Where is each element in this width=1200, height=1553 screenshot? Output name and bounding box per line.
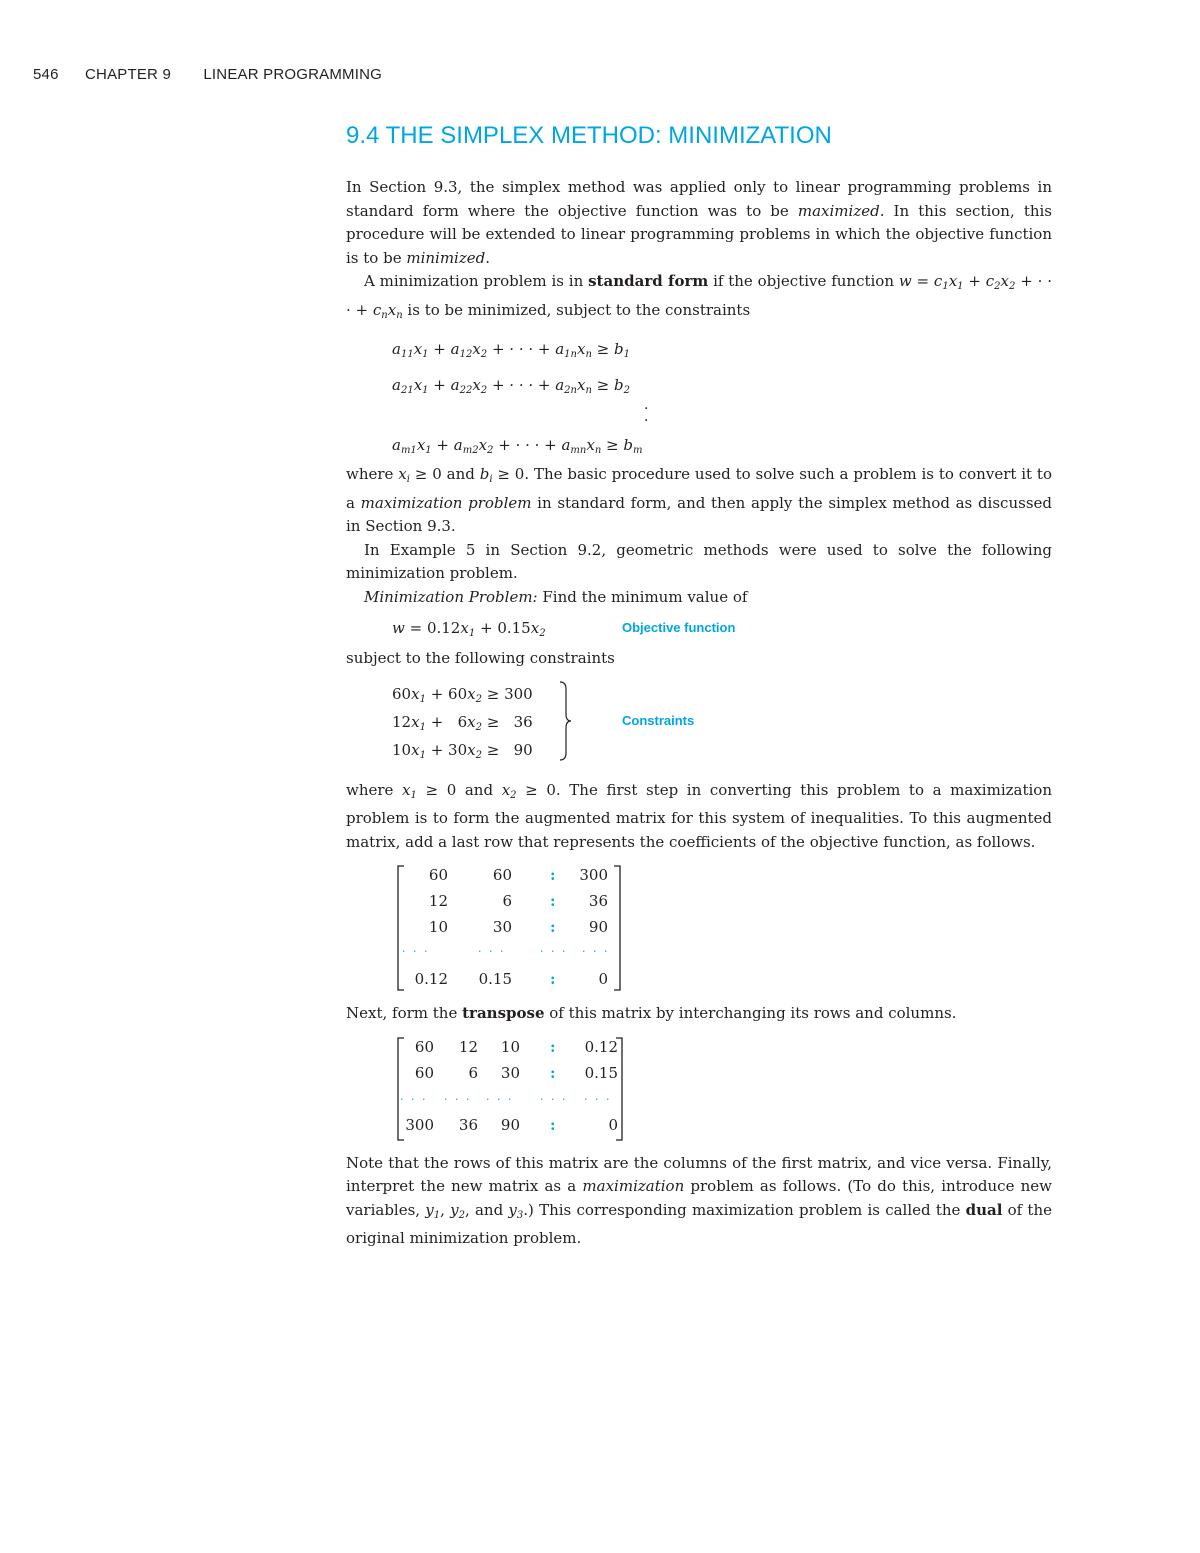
page-number: 546: [33, 66, 59, 83]
constraint-system: [346, 675, 1052, 771]
paragraph-dual: Note that the rows of this matrix are the columns of the first matrix, and vice versa. Finally, interpret the new matrix as a maximization problem as follows. (To do this, introduce new variables, $y_1$, $y_2$, and $y_3$.) This corresponding maximization problem is called the dual of the original minimization problem.: [346, 1153, 1053, 1247]
matrix-divider-dots: · · ·: [582, 945, 610, 958]
matrix-separator: :: [550, 866, 556, 884]
matrix-cell: 36: [588, 892, 608, 910]
general-constraints: [346, 331, 1052, 463]
paragraph-procedure: where $x_i \ge 0$ and $b_i \ge 0$. The basic procedure used to solve such a problem is to convert it to a maximization problem in standard form, and then apply the simplex method as discussed in Section 9.3.: [346, 465, 1052, 535]
constraint-row-1: $60x_1 + 60x_2 \ge 300$: [392, 684, 533, 705]
right-brace-icon: [558, 681, 572, 761]
matrix-cell: 90: [588, 918, 608, 936]
matrix-cell: 90: [500, 1115, 520, 1134]
matrix-divider-dots: · · ·: [478, 945, 506, 958]
matrix-cell: 0.15: [478, 970, 512, 988]
matrix-cell: 0: [608, 1115, 618, 1134]
matrix-cell: 300: [579, 866, 608, 884]
subject-to-text: subject to the following constraints: [346, 649, 615, 667]
matrix-cell: 30: [500, 1063, 520, 1082]
matrix-cell: 60: [492, 866, 512, 884]
matrix-divider-dots: · · ·: [540, 945, 568, 958]
matrix-divider-dots: · · ·: [402, 945, 430, 958]
paragraph-intro: In Section 9.3, the simplex method was applied only to linear programming problems in standard form where the objective function was to be maximized. In this section, this procedure will be extended to linear programming problems in which the objective function is to be minimized.: [346, 178, 1052, 267]
matrix-cell: 10: [500, 1037, 520, 1056]
objective-function-equation: $w = 0.12x_1 + 0.15x_2$ Objective function: [346, 609, 1052, 647]
matrix-cell: 0.12: [414, 970, 448, 988]
matrix-separator: :: [550, 1037, 556, 1056]
matrix-divider-dots: · · ·: [540, 1092, 568, 1106]
paragraph-transpose: Next, form the transpose of this matrix by interchanging its rows and columns.: [346, 1004, 957, 1022]
objective-general-formula: $w = c_1x_1 + c_2x_2$ + · · · + $c_nx_n$: [346, 272, 1052, 321]
section-title: 9.4 THE SIMPLEX METHOD: MINIMIZATION: [346, 122, 832, 149]
paragraph-min-problem: Minimization Problem: Find the minimum value of: [364, 587, 748, 606]
matrix-cell: 30: [492, 918, 512, 936]
paragraph-example: In Example 5 in Section 9.2, geometric methods were used to solve the following minimization problem.: [346, 540, 1052, 582]
constraints-label: Constraints: [622, 712, 695, 728]
matrix-cell: 10: [428, 918, 448, 936]
matrix-separator: :: [550, 1063, 556, 1082]
section-body: [346, 176, 1052, 1251]
matrix-cell: 60: [414, 1037, 434, 1056]
chapter-title: LINEAR PROGRAMMING: [203, 66, 383, 83]
constraint-2: $a_{21}x_1 + a_{22}x_2$ + · · · + $a_{2n}x_n \ge b_2$: [392, 376, 630, 396]
matrix-divider-dots: · · ·: [584, 1092, 612, 1106]
paragraph-standard-form: A minimization problem is in standard form if the objective function $w = c_1x_1 + c_2x_2$ + · · · + $c_nx_n$ is to be minimized, subject to the constraints: [346, 272, 1052, 321]
matrix-cell: 300: [405, 1115, 434, 1134]
paragraph-augmented: where $x_1 \ge 0$ and $x_2 \ge 0$. The first step in converting this problem to a maximization problem is to form the augmented matrix for this system of inequalities. To this augmented matrix, add a last row that represents the coefficients of the objective function, as follows.: [346, 780, 1052, 851]
matrix-separator: :: [550, 1115, 556, 1134]
matrix-cell: 6: [502, 892, 512, 910]
constraint-m: $a_{m1}x_1 + a_{m2}x_2$ + · · · + $a_{mn}x_n \ge b_m$: [392, 436, 643, 456]
matrix-cell: 60: [414, 1063, 434, 1082]
matrix-cell: 6: [468, 1063, 478, 1082]
matrix-cell: 12: [428, 892, 448, 910]
matrix-divider-dots: · · ·: [400, 1092, 428, 1106]
running-header: [33, 66, 382, 83]
matrix-cell: 0: [598, 970, 608, 988]
transpose-matrix: [394, 1036, 1052, 1144]
matrix-divider-dots: · · ·: [444, 1092, 472, 1106]
matrix-cell: 60: [428, 866, 448, 884]
matrix-cell: 0.15: [584, 1063, 618, 1082]
matrix-cell: 12: [458, 1037, 478, 1056]
matrix-separator: :: [550, 892, 556, 910]
matrix-separator: :: [550, 918, 556, 936]
matrix-cell: 36: [458, 1115, 478, 1134]
vertical-ellipsis: · ·: [644, 401, 649, 429]
constraint-1: $a_{11}x_1 + a_{12}x_2$ + · · · + $a_{1n}x_n \ge b_1$: [392, 340, 630, 360]
matrix-cell: 0.12: [584, 1037, 618, 1056]
augmented-matrix: [394, 864, 1052, 994]
matrix-divider-dots: · · ·: [486, 1092, 514, 1106]
chapter-label: CHAPTER 9: [85, 66, 172, 83]
constraint-row-2: $12x_1 + 6x_2 \ge 36$: [392, 712, 533, 733]
constraint-row-3: $10x_1 + 30x_2 \ge 90$: [392, 740, 533, 761]
matrix-separator: :: [550, 970, 556, 988]
objective-function-label: Objective function: [622, 620, 736, 635]
